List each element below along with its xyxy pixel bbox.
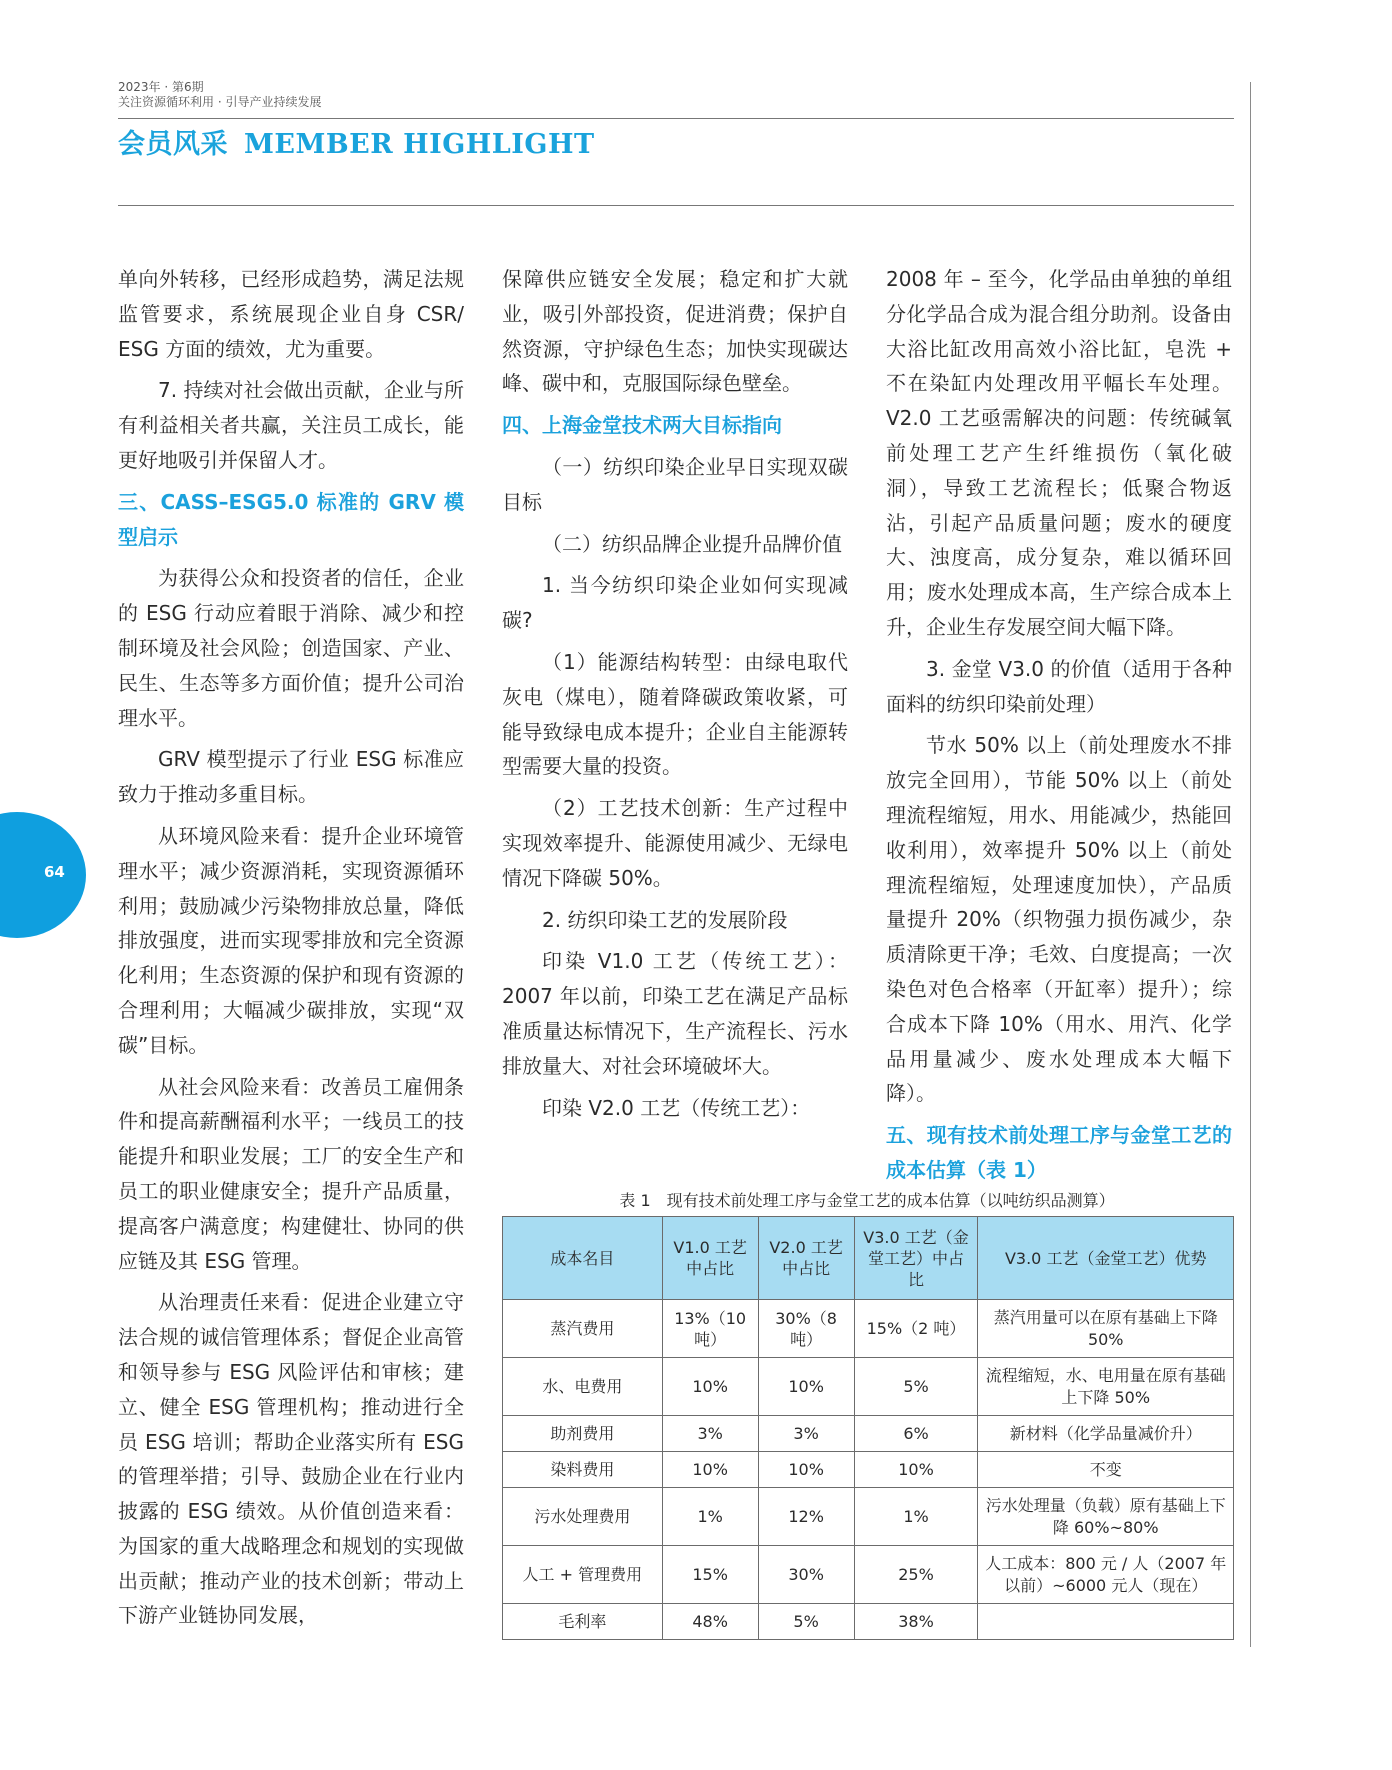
table-header-cell: V2.0 工艺中占比 — [758, 1217, 854, 1300]
table-cell: 10% — [854, 1452, 978, 1488]
paragraph: 从社会风险来看：改善员工雇佣条件和提高薪酬福利水平；一线员工的技能提升和职业发展；工厂的安全生产和员工的职业健康安全；提升产品质量，提高客户满意度；构建健壮、协同的供应链及其 ESG 管理。 — [118, 1074, 464, 1273]
cost-table — [502, 1216, 1234, 1640]
table-cell: 13%（10 吨） — [662, 1300, 758, 1358]
page-number-badge — [0, 812, 86, 938]
paragraph: 2. 纺织印染工艺的发展阶段 — [542, 907, 788, 932]
paragraph: （2）工艺技术创新：生产过程中实现效率提升、能源使用减少、无绿电情况下降碳 50%。 — [502, 796, 848, 890]
table-cell: 1% — [854, 1488, 978, 1546]
table-cell — [978, 1604, 1234, 1640]
table-row — [503, 1358, 1234, 1416]
section-title-en: MEMBER HIGHLIGHT — [244, 129, 595, 160]
table-row — [503, 1300, 1234, 1358]
subheading: 五、现有技术前处理工序与金堂工艺的成本估算（表 1） — [886, 1123, 1232, 1182]
header-divider — [118, 118, 1234, 119]
table-cell: 人工 + 管理费用 — [503, 1546, 663, 1604]
page-number: 64 — [44, 863, 65, 881]
table-row — [503, 1452, 1234, 1488]
paragraph: （一）纺织印染企业早日实现双碳目标 — [502, 454, 848, 514]
section-title — [118, 122, 595, 161]
table-cell: 5% — [758, 1604, 854, 1640]
table-cell: 毛利率 — [503, 1604, 663, 1640]
paragraph: 单向外转移，已经形成趋势，满足法规监管要求，系统展现企业自身 CSR/ ESG 方面的绩效，尤为重要。 — [118, 267, 464, 361]
table-cell: 3% — [662, 1416, 758, 1452]
table-cell: 5% — [854, 1358, 978, 1416]
paragraph: （1）能源结构转型：由绿电取代灰电（煤电），随着降碳政策收紧，可能导致绿电成本提升；企业自主能源转型需要大量的投资。 — [502, 649, 848, 779]
column-1 — [118, 262, 464, 1640]
subheading: 三、CASS–ESG5.0 标准的 GRV 模型启示 — [118, 489, 464, 549]
paragraph: 节水 50% 以上（前处理废水不排放完全回用），节能 50% 以上（前处理流程缩短，用水、用能减少，热能回收利用），效率提升 50% 以上（前处理流程缩短，处理速度加快），产品质量提升 20%（织物强力损伤减少，杂质清除更干净；毛效、白度提高；一次染色对色合格率（开缸率）提升）；综合成本下降 10%（用水、用汽、化学品用量减少、废水处理成本大幅下降）。 — [886, 733, 1232, 1106]
section-title-cn: 会员风采 — [118, 129, 228, 160]
table-cell: 3% — [758, 1416, 854, 1452]
paragraph: 3. 金堂 V3.0 的价值（适用于各种面料的纺织印染前处理） — [886, 656, 1232, 716]
paragraph: 从治理责任来看：促进企业建立守法合规的诚信管理体系；督促企业高管和领导参与 ESG 风险评估和审核；建立、健全 ESG 管理机构；推动进行全员 ESG 培训；帮助企业落实所有 ESG 的管理举措；引导、鼓励企业在行业内披露的 ESG 绩效。从价值创造来看：为国家的重大战略理念和规划的实现做出贡献；推动产业的技术创新；带动上下游产业链协同发展， — [118, 1290, 464, 1628]
issue-label: 2023年 · 第6期 — [118, 80, 204, 94]
table-cell: 30%（8 吨） — [758, 1300, 854, 1358]
table-caption: 表 1 现有技术前处理工序与金堂工艺的成本估算（以吨纺织品测算） — [619, 1191, 1115, 1210]
paragraph: 印染 V1.0 工艺（传统工艺）：2007 年以前，印染工艺在满足产品标准质量达标情况下，生产流程长、污水排放量大、对社会环境破坏大。 — [502, 949, 848, 1078]
table-cell: 48% — [662, 1604, 758, 1640]
paragraph: 2008 年 – 至今，化学品由单独的单组分化学品合成为混合组分助剂。设备由大浴比缸改用高效小浴比缸，皂洗 + 不在染缸内处理改用平幅长车处理。V2.0 工艺亟需解决的问题：传统碱氧前处理工艺产生纤维损伤（氧化破洞），导致工艺流程长；低聚合物返沾，引起产品质量问题；废水的硬度大、浊度高，成分复杂，难以循环回用；废水处理成本高，生产综合成本上升，企业生存发展空间大幅下降。 — [886, 267, 1232, 639]
table-cell: 10% — [758, 1358, 854, 1416]
table-cell: 新材料（化学品量减价升） — [978, 1416, 1234, 1452]
table-cell: 蒸汽用量可以在原有基础上下降 50% — [978, 1300, 1234, 1358]
paragraph: 7. 持续对社会做出贡献，企业与所有利益相关者共赢，关注员工成长，能更好地吸引并保留人才。 — [118, 378, 464, 472]
table-header-cell: V3.0 工艺（金堂工艺）优势 — [978, 1217, 1234, 1300]
paragraph: 为获得公众和投资者的信任，企业的 ESG 行动应着眼于消除、减少和控制环境及社会风险；创造国家、产业、民生、生态等多方面价值；提升公司治理水平。 — [118, 566, 464, 730]
right-margin-rule — [1250, 82, 1251, 1647]
paragraph: （二）纺织品牌企业提升品牌价值 — [542, 531, 842, 556]
table-cell: 1% — [662, 1488, 758, 1546]
paragraph: 印染 V2.0 工艺（传统工艺）： — [542, 1095, 811, 1120]
table-cell: 水、电费用 — [503, 1358, 663, 1416]
table-header-cell: 成本名目 — [503, 1217, 663, 1300]
table-cell: 污水处理量（负载）原有基础上下降 60%~80% — [978, 1488, 1234, 1546]
title-divider — [118, 205, 1234, 206]
table-cell: 25% — [854, 1546, 978, 1604]
table-header-row — [503, 1217, 1234, 1300]
table-cell: 6% — [854, 1416, 978, 1452]
table-row — [503, 1416, 1234, 1452]
table-cell: 人工成本：800 元 / 人（2007 年以前）~6000 元人（现在） — [978, 1546, 1234, 1604]
table-cell: 15%（2 吨） — [854, 1300, 978, 1358]
table-cell: 流程缩短，水、电用量在原有基础上下降 50% — [978, 1358, 1234, 1416]
table-cell: 污水处理费用 — [503, 1488, 663, 1546]
table-cell: 不变 — [978, 1452, 1234, 1488]
paragraph: GRV 模型提示了行业 ESG 标准应致力于推动多重目标。 — [118, 747, 464, 807]
paragraph: 1. 当今纺织印染企业如何实现减碳? — [502, 573, 848, 633]
slogan-label: 关注资源循环利用 · 引导产业持续发展 — [118, 95, 322, 109]
column-2 — [502, 262, 848, 1132]
column-3 — [886, 262, 1232, 1195]
paragraph: 保障供应链安全发展；稳定和扩大就业，吸引外部投资，促进消费；保护自然资源，守护绿色生态；加快实现碳达峰、碳中和，克服国际绿色壁垒。 — [502, 267, 848, 396]
table-row — [503, 1488, 1234, 1546]
table-cell: 15% — [662, 1546, 758, 1604]
table-header-cell: V1.0 工艺中占比 — [662, 1217, 758, 1300]
table-cell: 10% — [662, 1452, 758, 1488]
table-row — [503, 1604, 1234, 1640]
table-cell: 10% — [662, 1358, 758, 1416]
table-header-cell: V3.0 工艺（金堂工艺）中占比 — [854, 1217, 978, 1300]
table-cell: 12% — [758, 1488, 854, 1546]
running-header — [118, 80, 321, 110]
table-cell: 10% — [758, 1452, 854, 1488]
table-cell: 助剂费用 — [503, 1416, 663, 1452]
subheading: 四、上海金堂技术两大目标指向 — [502, 413, 782, 438]
table-row — [503, 1546, 1234, 1604]
table-cell: 30% — [758, 1546, 854, 1604]
table-cell: 蒸汽费用 — [503, 1300, 663, 1358]
table-cell: 38% — [854, 1604, 978, 1640]
table-cell: 染料费用 — [503, 1452, 663, 1488]
paragraph: 从环境风险来看：提升企业环境管理水平；减少资源消耗，实现资源循环利用；鼓励减少污染物排放总量，降低排放强度，进而实现零排放和完全资源化利用；生态资源的保护和现有资源的合理利用；大幅减少碳排放，实现“双碳”目标。 — [118, 823, 464, 1057]
